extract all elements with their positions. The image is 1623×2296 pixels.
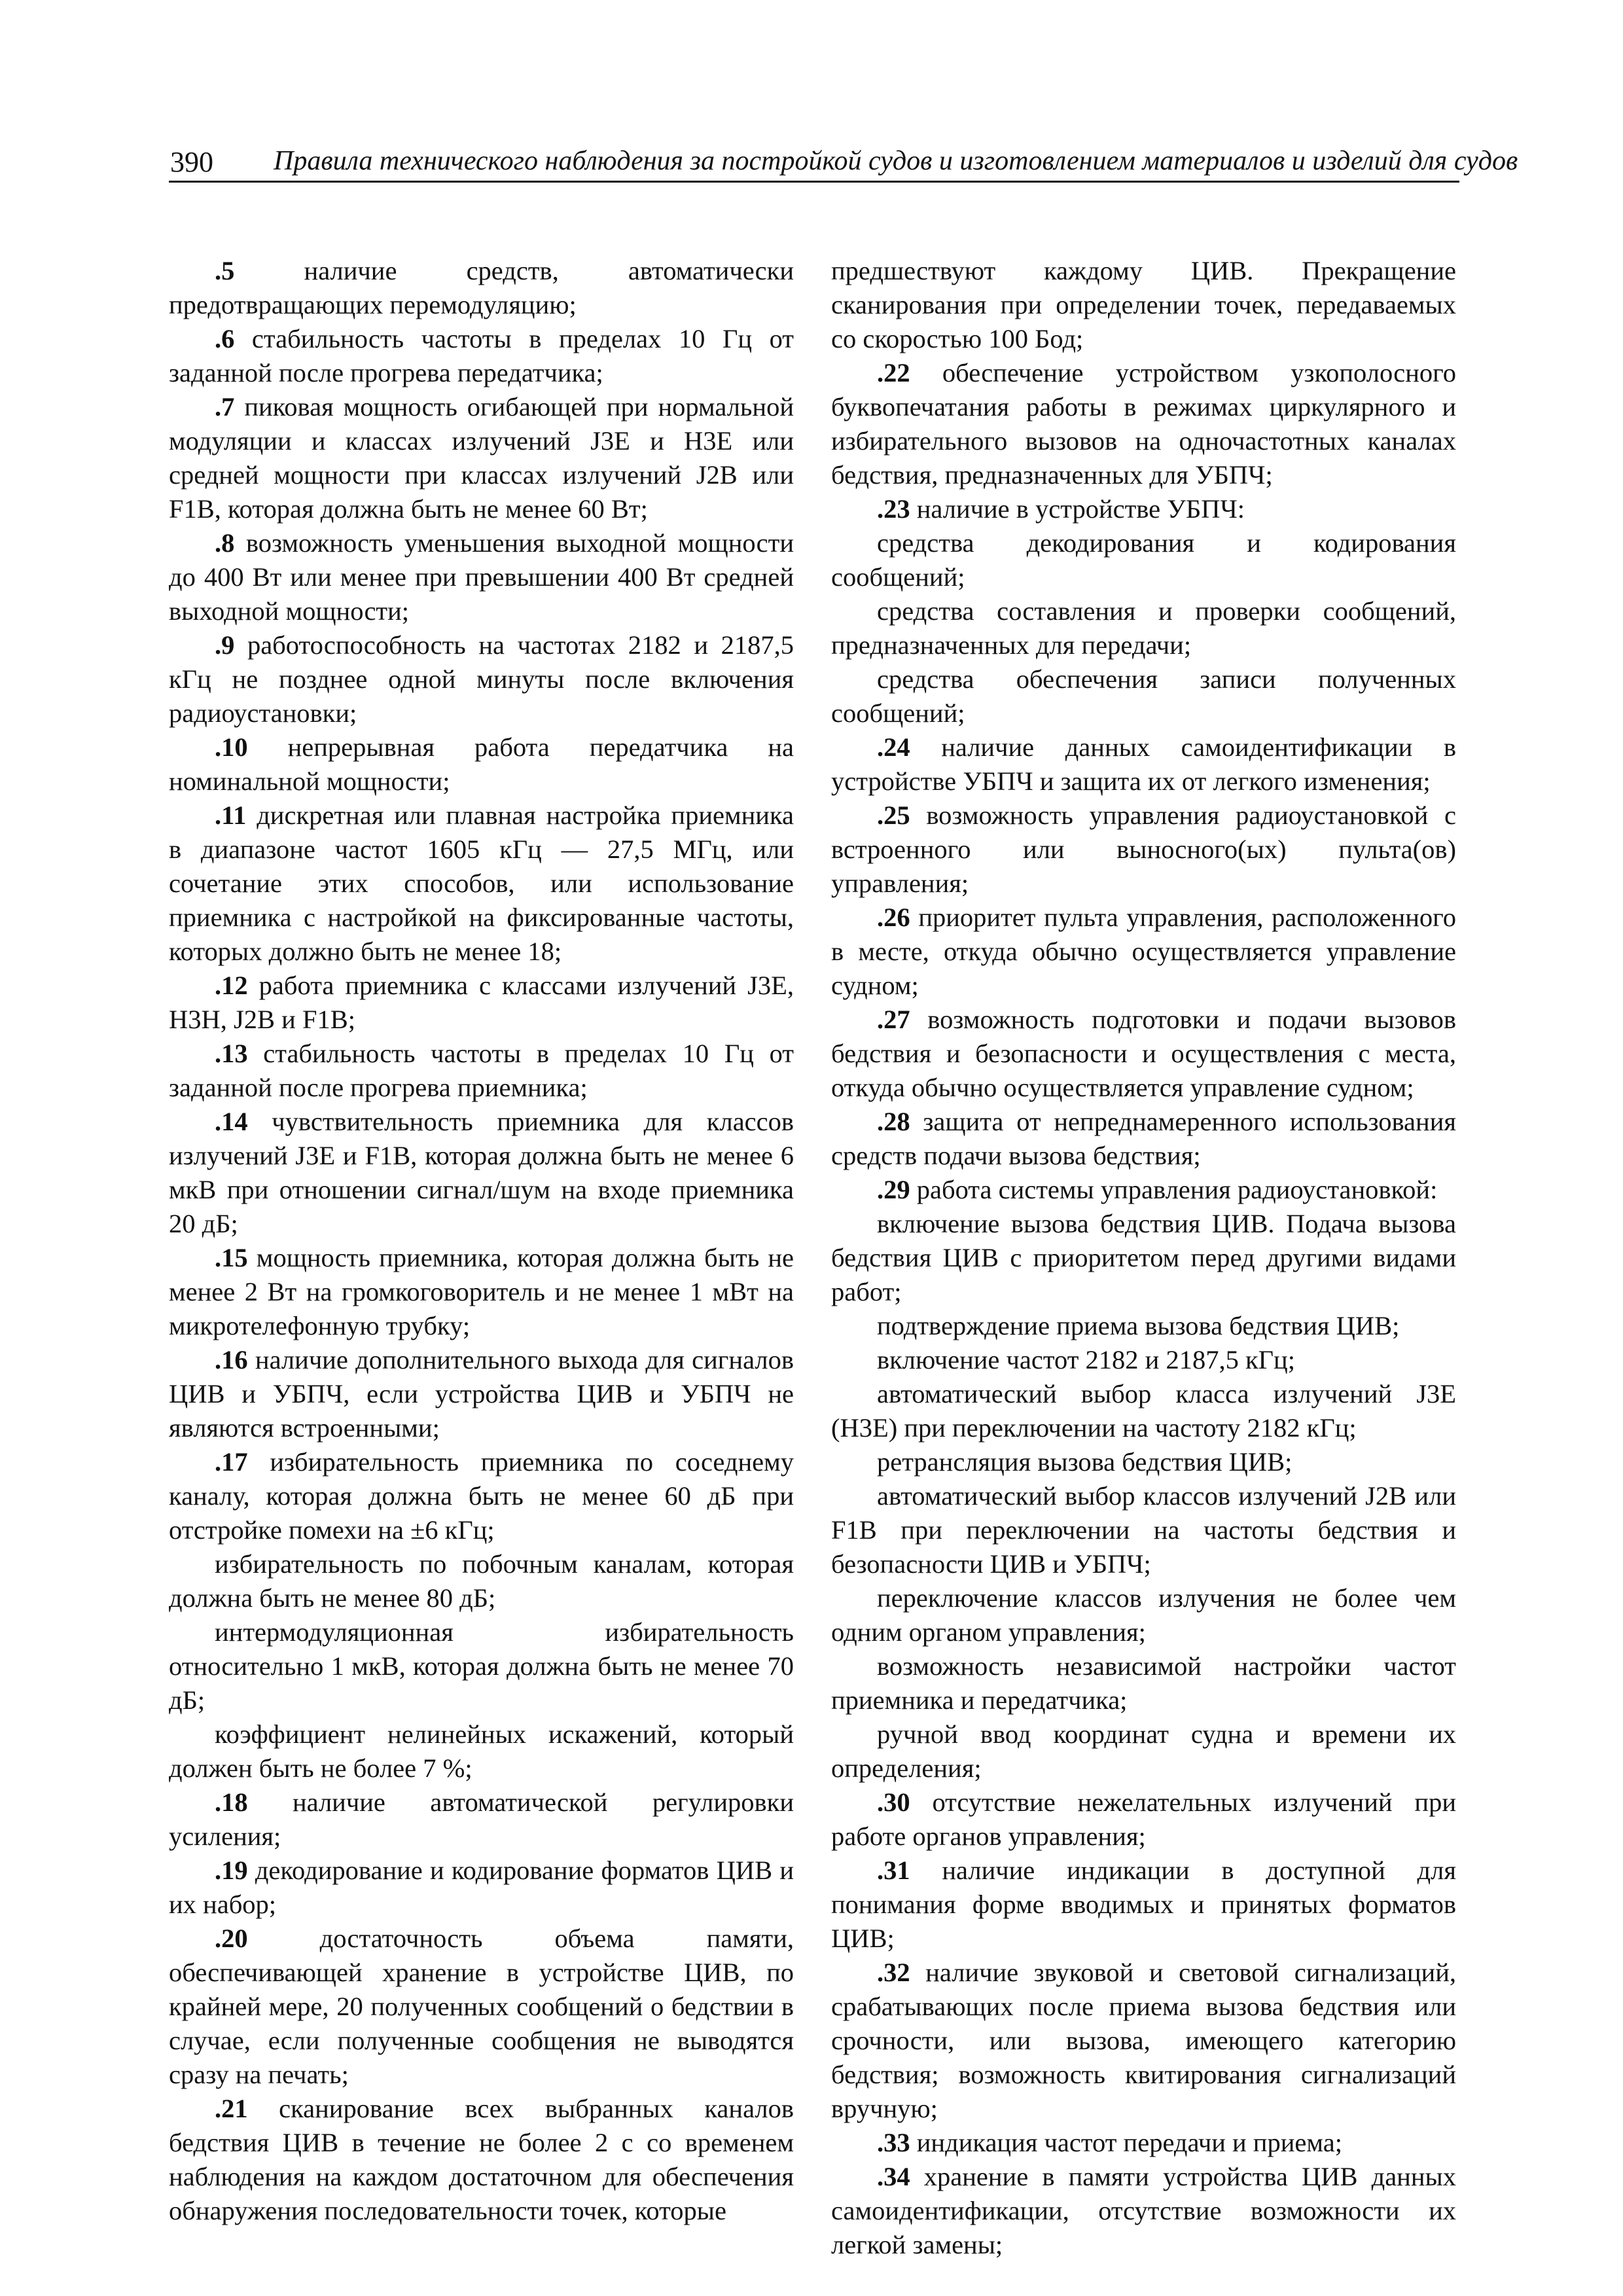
item-number: .23 [877,494,910,524]
item-text: работоспособность на частотах 2182 и 2187,5 кГц не позднее одной минуты после включения радиоустановки; [169,630,794,728]
list-item [169,1615,794,1717]
item-number: .34 [877,2162,910,2191]
item-number: .13 [215,1039,248,1068]
item-text: приоритет пульта управления, расположенного в месте, откуда обычно осуществляется управление судном; [831,903,1456,1000]
item-text: средства декодирования и кодирования сообщений; [831,528,1456,592]
item-text: чувствительность приемника для классов излучений J3E и F1B, которая должна быть не менее 6 мкВ при отношении сигнал/шум на входе приемника 20 дБ; [169,1107,794,1238]
item-number: .7 [215,392,235,422]
list-item [169,1547,794,1615]
item-text: включение вызова бедствия ЦИВ. Подача вызова бедствия ЦИВ с приоритетом перед другими видами работ; [831,1209,1456,1306]
item-text: подтверждение приема вызова бедствия ЦИВ; [877,1311,1400,1340]
item-text: возможность независимой настройки частот приемника и передатчика; [831,1651,1456,1715]
item-number: .33 [877,2128,910,2157]
item-text: наличие автоматической регулировки усиления; [169,1787,794,1851]
item-text: переключение классов излучения не более чем одним органом управления; [831,1583,1456,1647]
item-text: ручной ввод координат судна и времени их определения; [831,1719,1456,1783]
list-item [831,356,1456,492]
item-text: защита от непреднамеренного использования средств подачи вызова бедствия; [831,1107,1456,1170]
item-text: автоматический выбор классов излучений J2B или F1B при переключении на частоты бедствия и безопасности ЦИВ и УБПЧ; [831,1481,1456,1579]
item-number: .14 [215,1107,248,1136]
list-item [169,1241,794,1343]
item-text: возможность уменьшения выходной мощности до 400 Вт или менее при превышении 400 Вт средней выходной мощности; [169,528,794,626]
list-item [169,1445,794,1547]
item-text: стабильность частоты в пределах 10 Гц от заданной после прогрева приемника; [169,1039,794,1102]
list-item [169,628,794,730]
list-item [169,1785,794,1854]
item-number: .26 [877,903,910,932]
item-text: избирательность по побочным каналам, которая должна быть не менее 80 дБ; [169,1549,794,1613]
page-number: 390 [170,146,213,178]
item-text: индикация частот передачи и приема; [910,2128,1342,2157]
list-item [831,1377,1456,1445]
item-number: .27 [877,1005,910,1034]
item-number: .25 [877,800,910,830]
list-item [169,730,794,798]
item-text: стабильность частоты в пределах 10 Гц от заданной после прогрева передатчика; [169,324,794,387]
left-column [169,254,794,2228]
item-number: .12 [215,971,248,1000]
item-number: .31 [877,1856,910,1885]
list-item [831,1309,1456,1343]
item-text: сканирование всех выбранных каналов бедствия ЦИВ в течение не более 2 с со временем наблюдения на каждом достаточном для обеспечения обнаружения последовательности точек, которые [169,2094,794,2225]
item-text: интермодуляционная избирательность относительно 1 мкВ, которая должна быть не менее 70 дБ; [169,1617,794,1715]
list-item [831,1479,1456,1581]
item-number: .28 [877,1107,910,1136]
item-number: .10 [215,732,248,762]
list-item [169,390,794,526]
list-item [831,1445,1456,1479]
page-header [169,143,1518,183]
list-item [169,969,794,1037]
list-item [831,492,1456,526]
list-item [169,798,794,969]
list-item [831,1854,1456,1956]
item-text: избирательность приемника по соседнему каналу, которая должна быть не менее 60 дБ при отстройке помехи на ±6 кГц; [169,1447,794,1545]
list-item [831,1105,1456,1173]
list-item [831,526,1456,594]
list-item [831,2126,1456,2160]
item-text: наличие дополнительного выхода для сигналов ЦИВ и УБПЧ, если устройства ЦИВ и УБПЧ не являются встроенными; [169,1345,794,1443]
list-item [169,254,794,322]
list-item [831,1717,1456,1785]
list-item [169,526,794,628]
item-number: .22 [877,358,910,387]
item-number: .17 [215,1447,248,1477]
item-text: наличие звуковой и световой сигнализаций, срабатывающих после приема вызова бедствия или срочности, или вызова, имеющего категорию бедствия; возможность квитирования сигнализаций вручную; [831,1958,1456,2123]
list-item [169,1717,794,1785]
item-text: обеспечение устройством узкополосного буквопечатания работы в режимах циркулярного и избирательного вызовов на одночастотных каналах бедствия, предназначенных для УБПЧ; [831,358,1456,490]
item-text: коэффициент нелинейных искажений, который должен быть не более 7 %; [169,1719,794,1783]
item-text: пиковая мощность огибающей при нормальной модуляции и классах излучений J3E и H3E или средней мощности при классах излучений J2B или F1B, которая должна быть не менее 60 Вт; [169,392,794,524]
item-text: отсутствие нежелательных излучений при работе органов управления; [831,1787,1456,1851]
item-text: наличие индикации в доступной для понимания форме вводимых и принятых форматов ЦИВ; [831,1856,1456,1953]
item-text: наличие в устройстве УБПЧ: [910,494,1245,524]
item-number: .5 [215,256,235,285]
item-number: .9 [215,630,235,660]
item-number: .15 [215,1243,248,1272]
item-number: .20 [215,1924,248,1953]
item-text: средства обеспечения записи полученных сообщений; [831,664,1456,728]
list-item [169,1922,794,2092]
item-text: наличие средств, автоматически предотвращающих перемодуляцию; [169,256,794,319]
list-item [831,662,1456,730]
item-number: .29 [877,1175,910,1204]
item-text: работа приемника с классами излучений J3E, H3H, J2B и F1B; [169,971,794,1034]
list-item [831,1581,1456,1649]
list-item [169,1105,794,1241]
list-item [169,1854,794,1922]
list-item [831,594,1456,662]
list-item [831,1956,1456,2126]
right-column [831,254,1456,2262]
item-text: непрерывная работа передатчика на номинальной мощности; [169,732,794,796]
list-item [831,730,1456,798]
list-item [169,1037,794,1105]
list-item [831,1343,1456,1377]
list-item [831,798,1456,901]
running-title: Правила технического наблюдения за постройкой судов и изготовлением материалов и изделий для судов [274,146,1518,176]
item-text: предшествуют каждому ЦИВ. Прекращение сканирования при определении точек, передаваемых со скоростью 100 Бод; [831,256,1456,353]
item-number: .32 [877,1958,910,1987]
item-text: достаточность объема памяти, обеспечивающей хранение в устройстве ЦИВ, по крайней мере, 20 полученных сообщений о бедствии в случае, если полученные сообщения не выводятся сразу на печать; [169,1924,794,2089]
list-item [831,1207,1456,1309]
item-text: дискретная или плавная настройка приемника в диапазоне частот 1605 кГц — 27,5 МГц, или сочетание этих способов, или использование приемника с настройкой на фиксированные частоты, которых должно быть не менее 18; [169,800,794,966]
item-text: возможность подготовки и подачи вызовов бедствия и безопасности и осуществления с места, откуда обычно осуществляется управление судном; [831,1005,1456,1102]
list-item [831,1003,1456,1105]
item-number: .16 [215,1345,248,1374]
item-text: хранение в памяти устройства ЦИВ данных самоидентификации, отсутствие возможности их легкой замены; [831,2162,1456,2259]
item-text: мощность приемника, которая должна быть не менее 2 Вт на громкоговоритель и не менее 1 мВт на микротелефонную трубку; [169,1243,794,1340]
list-item [831,901,1456,1003]
item-number: .18 [215,1787,248,1817]
item-number: .19 [215,1856,248,1885]
item-number: .24 [877,732,910,762]
list-item [831,254,1456,356]
item-number: .21 [215,2094,248,2123]
list-item [169,322,794,390]
list-item [831,1785,1456,1854]
item-text: декодирование и кодирование форматов ЦИВ и их набор; [169,1856,794,1919]
item-text: автоматический выбор класса излучений J3E (H3E) при переключении на частоту 2182 кГц; [831,1379,1456,1443]
list-item [831,1173,1456,1207]
item-text: наличие данных самоидентификации в устройстве УБПЧ и защита их от легкого изменения; [831,732,1456,796]
item-text: включение частот 2182 и 2187,5 кГц; [877,1345,1295,1374]
item-text: возможность управления радиоустановкой с встроенного или выносного(ых) пульта(ов) управления; [831,800,1456,898]
item-number: .8 [215,528,235,558]
item-text: ретрансляция вызова бедствия ЦИВ; [877,1447,1293,1477]
list-item [831,2160,1456,2262]
list-item [169,1343,794,1445]
list-item [831,1649,1456,1717]
item-text: средства составления и проверки сообщений, предназначенных для передачи; [831,596,1456,660]
list-item [169,2092,794,2228]
item-number: .11 [215,800,247,830]
item-number: .30 [877,1787,910,1817]
item-text: работа системы управления радиоустановкой: [910,1175,1438,1204]
item-number: .6 [215,324,235,353]
